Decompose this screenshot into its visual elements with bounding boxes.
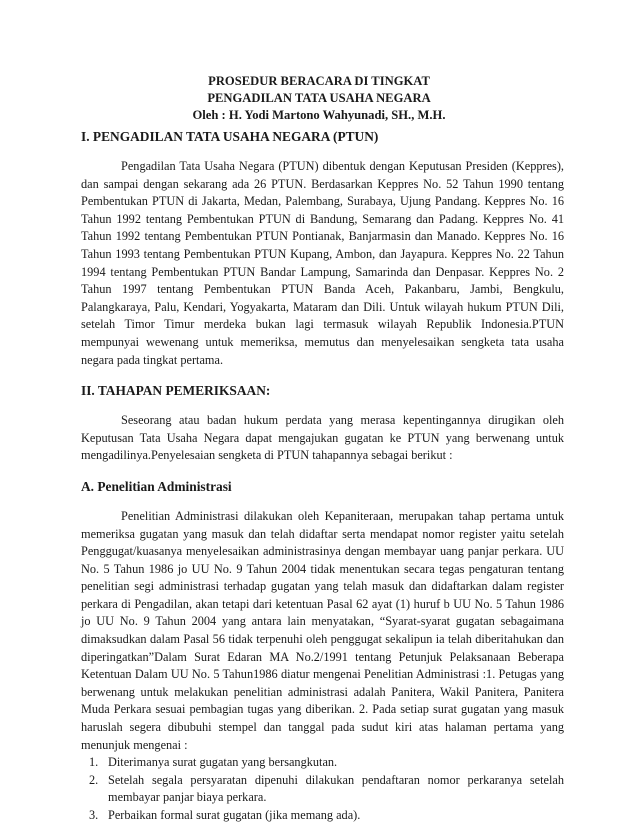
author-line: Oleh : H. Yodi Martono Wahyunadi, SH., M.H. [192, 108, 446, 122]
paragraph-ptun: Pengadilan Tata Usaha Negara (PTUN) dibentuk dengan Keputusan Presiden (Keppres), dan sampai dengan sekarang ada 26 PTUN. Berdasarkan Keppres No. 52 Tahun 1990 tentang Pembentukan PTUN di Jakarta, Medan, Palembang, Surabaya, Ujung Pandang. Keppres No. 16 Tahun 1992 tentang Pembentukan PTUN di Bandung, Semarang dan Padang. Keppres No. 41 Tahun 1992 tentang Pembentukan PTUN Pontianak, Banjarmasin dan Manado. Keppres No. 16 Tahun 1993 tentang Pembentukan PTUN Kupang, Ambon, dan Jayapura. Keppres No. 22 Tahun 1994 tentang Pembentukan PTUN Bandar Lampung, Samarinda dan Denpasar. Keppres No. 2 Tahun 1997 tentang Pembentukan PTUN Banda Aceh, Pakanbaru, Jambi, Bengkulu, Palangkaraya, Palu, Kendari, Yogyakarta, Mataram dan Dili. Untuk wilayah hukum PTUN Dili, setelah Timor Timur merdeka bukan lagi termasuk wilayah Republik Indonesia.PTUN mempunyai wewenang untuk memeriksa, memutus dan menyelesaikan sengketa tata usaha negara pada tingkat pertama. [81, 159, 564, 367]
list-text: Perbaikan formal surat gugatan (jika memang ada). [108, 808, 361, 822]
list-item [81, 754, 564, 772]
document-title [0, 73, 638, 124]
section-heading-penelitian: A. Penelitian Administrasi [81, 478, 232, 494]
numbered-list [81, 754, 564, 824]
title-line: PENGADILAN TATA USAHA NEGARA [207, 91, 431, 105]
paragraph-penelitian: Penelitian Administrasi dilakukan oleh Kepaniteraan, merupakan tahap pertama untuk memeriksa gugatan yang masuk dan telah didaftar serta mendapat nomor register yaitu setelah Penggugat/kuasanya menyelesaikan administrasinya dengan membayar uang panjar perkara. UU No. 5 Tahun 1986 jo UU No. 9 Tahun 2004 tidak menentukan secara tegas pengaturan tentang penelitian segi administrasi terhadap gugatan yang telah masuk dan didaftarkan dalam register perkara di Pengadilan, akan tetapi dari ketentuan Pasal 62 ayat (1) huruf b UU No. 5 Tahun 1986 jo UU No. 9 Tahun 2004 yang antara lain menyatakan, “Syarat-syarat gugatan sebagaimana dimaksudkan dalam Pasal 56 tidak terpenuhi oleh penggugat sekalipun ia telah diberitahukan dan diperingatkan”Dalam Surat Edaran MA No.2/1991 tentang Petunjuk Pelaksanaan Beberapa Ketentuan Dalam UU No. 5 Tahun1986 diatur mengenai Penelitian Administrasi :1. Petugas yang berwenang untuk melakukan penelitian administrasi adalah Panitera, Wakil Panitera, Panitera Muda Perkara sesuai pembagian tugas yang diberikan. 2. Pada setiap surat gugatan yang masuk haruslah segera dibubuhi stempel dan tanggal pada sudut kiri atas halaman pertama yang menunjuk mengenai : [81, 508, 564, 752]
section-heading-ptun: I. PENGADILAN TATA USAHA NEGARA (PTUN) [81, 129, 379, 144]
section-heading-tahapan: II. TAHAPAN PEMERIKSAAN: [81, 383, 271, 399]
list-number: 3. [89, 808, 99, 822]
title-line: PROSEDUR BERACARA DI TINGKAT [208, 74, 430, 88]
list-text: Diterimanya surat gugatan yang bersangkutan. [108, 755, 338, 770]
list-text: Setelah segala persyaratan dipenuhi dilakukan pendaftaran nomor perkaranya setelah membayar panjar biaya perkara. [108, 772, 564, 805]
list-item [81, 807, 564, 825]
list-number: 2. [89, 772, 99, 787]
list-item [81, 772, 564, 807]
paragraph-tahapan: Seseorang atau badan hukum perdata yang merasa kepentingannya dirugikan oleh Keputusan Tata Usaha Negara dapat mengajukan gugatan ke PTUN yang berwenang untuk mengadilinya.Penyelesaian sengketa di PTUN tahapannya sebagai berikut : [81, 413, 564, 463]
document-body [81, 128, 564, 825]
list-number: 1. [89, 755, 99, 770]
